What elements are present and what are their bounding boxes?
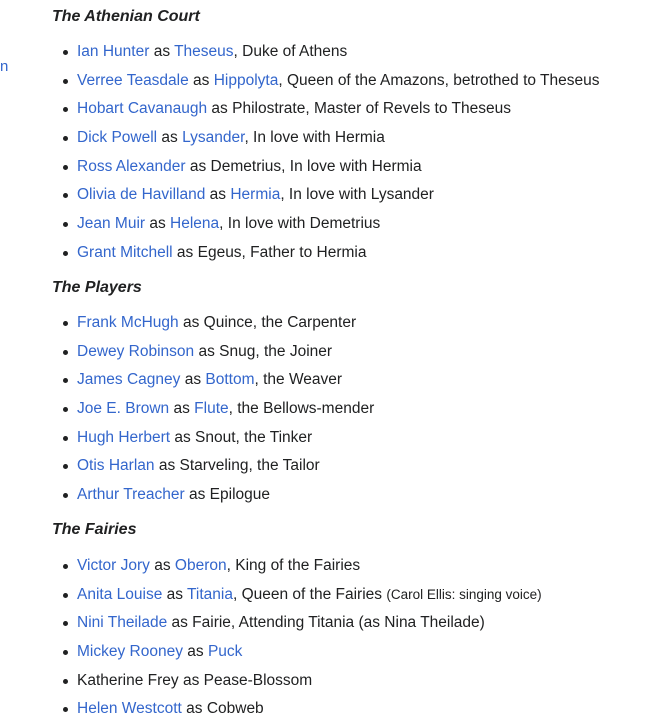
- as-connector: as: [167, 614, 193, 632]
- cast-list-item: [60, 210, 599, 239]
- role-description: Snug, the Joiner: [219, 342, 333, 360]
- role-description: Snout, the Tinker: [195, 428, 313, 446]
- actor-link[interactable]: Hugh Herbert: [77, 428, 171, 446]
- section-heading-athenian-court: The Athenian Court: [52, 8, 200, 25]
- cast-list-item: [60, 452, 374, 481]
- role-link[interactable]: Theseus: [174, 43, 234, 60]
- actor-link[interactable]: Ian Hunter: [77, 43, 150, 60]
- actor-link[interactable]: Jean Muir: [77, 215, 146, 233]
- as-connector: as: [194, 342, 220, 360]
- cast-list-item: [60, 366, 374, 395]
- actor-link[interactable]: Dick Powell: [77, 129, 158, 147]
- actor-link[interactable]: Verree Teasdale: [77, 71, 189, 89]
- cast-list-players: [60, 309, 374, 510]
- role-link[interactable]: Lysander: [182, 129, 245, 147]
- role-description: Cobweb: [206, 700, 264, 718]
- cast-list-item: [60, 309, 374, 338]
- cast-list-item: [60, 424, 374, 453]
- role-description: Epilogue: [209, 486, 270, 504]
- cast-list-item: [60, 609, 542, 638]
- actor-link[interactable]: Mickey Rooney: [77, 643, 183, 661]
- role-description: , In love with Hermia: [244, 129, 385, 147]
- role-description: , Duke of Athens: [233, 43, 348, 60]
- as-connector: as: [170, 428, 196, 446]
- cast-list-item: [60, 239, 599, 268]
- cast-list-item: [60, 481, 374, 510]
- actor-link[interactable]: Joe E. Brown: [77, 400, 170, 418]
- role-description: Demetrius, In love with Hermia: [210, 157, 422, 175]
- cast-list-item: [60, 552, 542, 581]
- role-link[interactable]: Hippolyta: [213, 71, 279, 89]
- as-connector: as: [178, 314, 204, 331]
- role-link[interactable]: Helena: [170, 215, 220, 233]
- cast-list-item: [60, 38, 599, 67]
- as-connector: as: [145, 215, 171, 233]
- as-connector: as: [207, 100, 233, 118]
- role-description: Quince, the Carpenter: [203, 314, 357, 331]
- role-link[interactable]: Titania: [187, 585, 233, 603]
- role-description: , Queen of the Fairies: [232, 585, 387, 603]
- as-connector: as: [188, 71, 214, 89]
- role-link[interactable]: Oberon: [174, 557, 227, 574]
- as-connector: as: [169, 400, 195, 418]
- actor-link[interactable]: Helen Westcott: [77, 700, 182, 718]
- as-connector: as: [162, 585, 188, 603]
- cast-list-item: [60, 124, 599, 153]
- cast-list-athenian-court: [60, 38, 599, 268]
- as-connector: as: [149, 43, 175, 60]
- section-heading-players: The Players: [52, 279, 142, 296]
- role-description: , the Bellows-mender: [228, 400, 375, 418]
- cast-list-item: [60, 581, 542, 610]
- cast-list-item: [60, 181, 599, 210]
- actor-link[interactable]: Victor Jory: [77, 557, 150, 574]
- cast-list-item: [60, 95, 599, 124]
- role-description: Fairie, Attending Titania (as Nina Theilade): [192, 614, 485, 632]
- as-connector: as: [154, 457, 180, 475]
- actor-link[interactable]: Nini Theilade: [77, 614, 168, 632]
- actor-link[interactable]: Olivia de Havilland: [77, 186, 206, 204]
- role-note: (Carol Ellis: singing voice): [386, 586, 542, 602]
- as-connector: as: [157, 129, 183, 147]
- cast-list-item: [60, 638, 542, 667]
- cast-list-item: [60, 667, 542, 696]
- role-description: , the Weaver: [254, 371, 343, 389]
- cast-list-fairies: [60, 552, 542, 724]
- actor-link[interactable]: James Cagney: [77, 371, 181, 389]
- cast-list-item: [60, 153, 599, 182]
- as-connector: as: [149, 557, 175, 574]
- role-link[interactable]: Puck: [207, 643, 243, 661]
- as-connector: as: [205, 186, 231, 204]
- as-connector: as: [182, 643, 208, 661]
- cast-list-item: [60, 395, 374, 424]
- role-link[interactable]: Bottom: [205, 371, 255, 389]
- role-link[interactable]: Hermia: [230, 186, 281, 204]
- as-connector: as: [180, 371, 206, 389]
- as-connector: as: [181, 700, 207, 718]
- role-description: , Queen of the Amazons, betrothed to Theseus: [278, 71, 600, 89]
- actor-link[interactable]: Anita Louise: [77, 585, 163, 603]
- actor-link[interactable]: Otis Harlan: [77, 457, 155, 475]
- role-description: , In love with Lysander: [280, 186, 434, 204]
- role-link[interactable]: Flute: [194, 400, 229, 418]
- as-connector: as: [185, 157, 211, 175]
- as-connector: as: [184, 486, 210, 504]
- role-description: , In love with Demetrius: [219, 215, 381, 233]
- section-heading-fairies: The Fairies: [52, 521, 137, 538]
- actor-link[interactable]: Ross Alexander: [77, 157, 186, 175]
- actor-link[interactable]: Hobart Cavanaugh: [77, 100, 208, 118]
- role-description: Egeus, Father to Hermia: [197, 243, 367, 261]
- as-connector: as: [172, 243, 198, 261]
- clipped-sidebar-link[interactable]: n: [0, 58, 9, 75]
- role-description: Starveling, the Tailor: [179, 457, 320, 475]
- cast-list-item: [60, 67, 599, 96]
- actor-link[interactable]: Frank McHugh: [77, 314, 179, 331]
- cast-list-item: [60, 338, 374, 367]
- actor-link[interactable]: Arthur Treacher: [77, 486, 185, 504]
- cast-entry-text: Katherine Frey as Pease-Blossom: [77, 671, 313, 689]
- actor-link[interactable]: Dewey Robinson: [77, 342, 195, 360]
- role-description: , King of the Fairies: [226, 557, 361, 574]
- actor-link[interactable]: Grant Mitchell: [77, 243, 173, 261]
- role-description: Philostrate, Master of Revels to Theseus: [232, 100, 511, 118]
